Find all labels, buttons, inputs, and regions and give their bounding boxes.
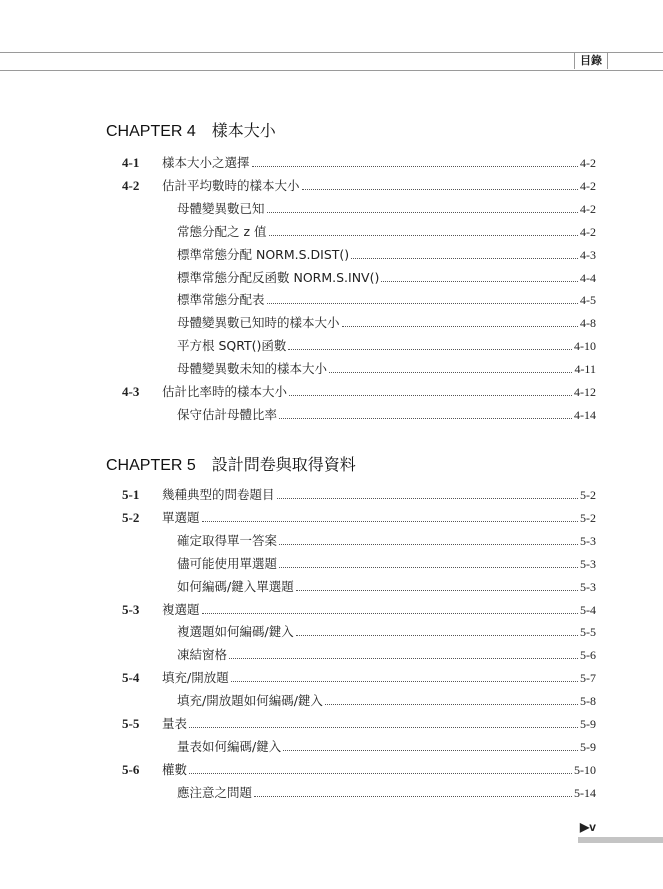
dot-leader [296, 590, 578, 591]
dot-leader [229, 658, 578, 659]
entry-title: 應注意之問題 [177, 784, 253, 800]
entry-title: 複選題 [162, 601, 200, 617]
page-number: 5-4 [580, 602, 596, 617]
entry-title: 量表如何編碼/鍵入 [177, 738, 282, 754]
toc-subsection-entry[interactable] [177, 403, 596, 423]
toc-subsection-entry[interactable] [177, 689, 596, 709]
section-label: 目錄 [574, 52, 608, 69]
entry-title: 凍結窗格 [177, 647, 228, 663]
page-number: 5-7 [580, 671, 596, 686]
page-number: 4-2 [580, 201, 596, 216]
chapter-title: 設計問卷與取得資料 [211, 457, 356, 474]
page-number: 5-9 [580, 739, 596, 754]
entry-title: 平方根 SQRT()函數 [177, 338, 287, 354]
page-number: 4-12 [574, 385, 596, 399]
section-number: 5-1 [122, 487, 140, 502]
entry-title: 母體變異數已知 [177, 200, 265, 216]
page-number: 4-3 [580, 247, 596, 262]
page-number: 4-5 [580, 293, 596, 308]
toc-section-entry[interactable] [122, 174, 596, 194]
toc-subsection-entry[interactable] [177, 357, 596, 377]
dot-leader [325, 704, 578, 705]
page-number: 5-8 [580, 694, 596, 709]
dot-leader [202, 521, 578, 522]
entry-title: 保守估計母體比率 [177, 406, 278, 422]
toc-subsection-entry[interactable] [177, 220, 596, 240]
section-number: 5-2 [122, 509, 140, 525]
toc-subsection-entry[interactable] [177, 311, 596, 331]
dot-leader [189, 727, 578, 728]
entry-title: 填充/開放題如何編碼/鍵入 [177, 693, 323, 709]
entry-title: 幾種典型的問卷題目 [162, 487, 275, 502]
page-number: 5-3 [580, 579, 596, 594]
page-number: 5-6 [580, 648, 596, 663]
dot-leader [269, 235, 578, 236]
toc-section-entry[interactable] [122, 666, 596, 686]
dot-leader [302, 189, 578, 190]
header-rule [0, 52, 663, 71]
folio-number: v [589, 820, 596, 834]
section-number: 4-3 [122, 384, 140, 399]
entry-title: 樣本大小之選擇 [162, 155, 250, 170]
chapter-label: CHAPTER 5 [106, 457, 196, 474]
dot-leader [381, 281, 578, 282]
toc-section-entry[interactable] [122, 598, 596, 618]
page-number: 5-14 [574, 785, 596, 800]
toc-section-entry[interactable] [122, 758, 596, 778]
entry-title: 標準常態分配 NORM.S.DIST() [177, 246, 350, 262]
dot-leader [279, 544, 578, 545]
page-number: 4-2 [580, 224, 596, 239]
dot-leader [289, 395, 572, 396]
toc-subsection-entry[interactable] [177, 575, 596, 595]
entry-title: 單選題 [162, 509, 200, 525]
dot-leader [202, 613, 578, 614]
toc-subsection-entry[interactable] [177, 266, 596, 286]
toc-subsection-entry[interactable] [177, 552, 596, 572]
page-number: 5-3 [580, 533, 596, 548]
entry-title: 常態分配之 z 值 [177, 223, 267, 239]
dot-leader [329, 372, 572, 373]
page-number: 4-8 [580, 316, 596, 331]
folio-arrow-icon: ▶ [580, 820, 590, 834]
dot-leader [288, 349, 572, 350]
toc-subsection-entry[interactable] [177, 620, 596, 640]
entry-title: 確定取得單一答案 [177, 532, 278, 548]
entry-title: 填充/開放題 [162, 670, 229, 686]
dot-leader [189, 773, 572, 774]
dot-leader [351, 258, 578, 259]
page-number: 5-5 [580, 625, 596, 640]
page-number: 5-10 [574, 762, 596, 777]
page-number: 4-4 [580, 270, 596, 285]
toc-subsection-entry[interactable] [177, 288, 596, 308]
chapter-heading [106, 452, 356, 475]
page-number: 5-2 [580, 510, 596, 525]
dot-leader [296, 635, 578, 636]
dot-leader [254, 796, 572, 797]
dot-leader [267, 212, 578, 213]
entry-title: 估計平均數時的樣本大小 [162, 177, 300, 193]
toc-subsection-entry[interactable] [177, 781, 596, 801]
entry-title: 估計比率時的樣本大小 [162, 384, 288, 399]
toc-subsection-entry[interactable] [177, 334, 596, 354]
entry-title: 權數 [162, 761, 188, 777]
page-number: 4-2 [580, 156, 596, 170]
page-number: 4-10 [574, 339, 596, 354]
dot-leader [231, 681, 578, 682]
dot-leader [283, 750, 578, 751]
chapter-heading [106, 118, 276, 141]
entry-title: 量表 [162, 716, 188, 731]
entry-title: 母體變異數未知的樣本大小 [177, 361, 328, 377]
entry-title: 標準常態分配反函數 NORM.S.INV() [177, 269, 380, 285]
toc-subsection-entry[interactable] [177, 243, 596, 263]
section-number: 5-3 [122, 601, 140, 617]
toc-subsection-entry[interactable] [177, 197, 596, 217]
section-number: 5-4 [122, 670, 140, 686]
dot-leader [267, 303, 578, 304]
toc-section-entry[interactable] [122, 483, 596, 503]
entry-title: 標準常態分配表 [177, 292, 265, 308]
dot-leader [342, 326, 578, 327]
section-number: 4-2 [122, 177, 140, 193]
entry-title: 儘可能使用單選題 [177, 555, 278, 571]
entry-title: 如何編碼/鍵入單選題 [177, 578, 294, 594]
page-folio [580, 820, 596, 834]
section-number: 4-1 [122, 155, 140, 170]
page-number: 4-14 [574, 407, 596, 422]
chapter-title: 樣本大小 [211, 123, 276, 140]
toc-subsection-entry[interactable] [177, 643, 596, 663]
toc-section-entry[interactable] [122, 151, 596, 171]
section-number: 5-5 [122, 716, 140, 731]
toc-subsection-entry[interactable] [177, 529, 596, 549]
page-number: 4-2 [580, 178, 596, 193]
dot-leader [279, 567, 578, 568]
page-number: 4-11 [574, 362, 596, 377]
chapter-label: CHAPTER 4 [106, 123, 196, 140]
toc-section-entry[interactable] [122, 712, 596, 732]
page-number: 5-9 [580, 717, 596, 731]
dot-leader [279, 418, 572, 419]
toc-section-entry[interactable] [122, 506, 596, 526]
page-number: 5-2 [580, 488, 596, 502]
entry-title: 複選題如何編碼/鍵入 [177, 624, 294, 640]
toc-section-entry[interactable] [122, 380, 596, 400]
folio-bar [578, 837, 663, 843]
entry-title: 母體變異數已知時的樣本大小 [177, 315, 340, 331]
dot-leader [277, 498, 578, 499]
section-number: 5-6 [122, 761, 140, 777]
page-number: 5-3 [580, 556, 596, 571]
dot-leader [252, 166, 578, 167]
toc-subsection-entry[interactable] [177, 735, 596, 755]
